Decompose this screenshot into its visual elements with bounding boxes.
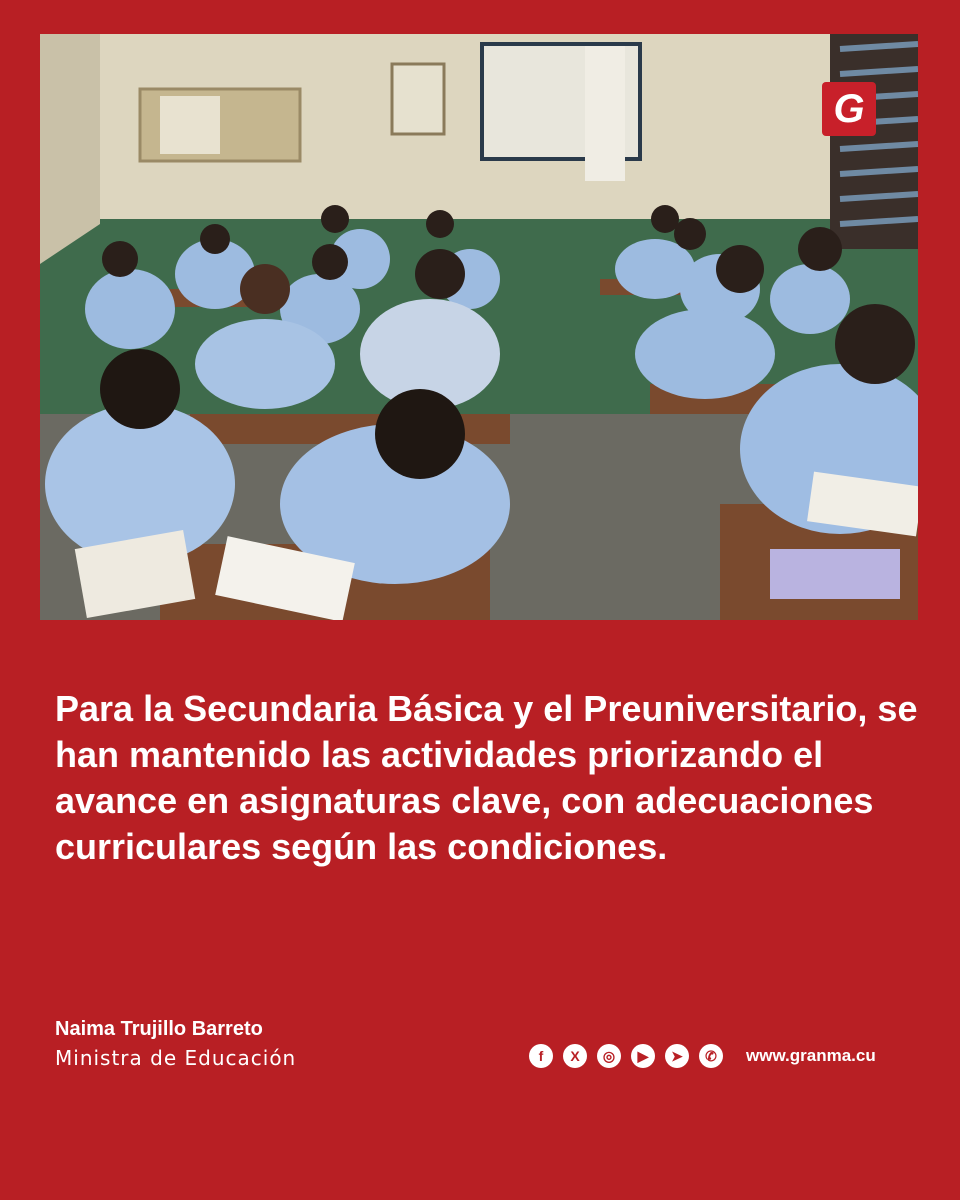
site-url[interactable]: www.granma.cu (746, 1046, 876, 1065)
telegram-icon[interactable]: ➤ (665, 1044, 689, 1068)
logo-letter: G (833, 87, 865, 131)
youtube-icon[interactable]: ▶ (631, 1044, 655, 1068)
whatsapp-icon[interactable]: ✆ (699, 1044, 723, 1068)
x-icon[interactable]: X (563, 1044, 587, 1068)
classroom-photo (40, 34, 918, 620)
granma-logo (822, 82, 876, 136)
quote-text: Para la Secundaria Básica y el Preuniversitario, se han mantenido las actividades priorizando el avance en asignaturas clave, con adecuaciones curriculares según las condiciones. (55, 688, 918, 867)
facebook-icon[interactable]: f (529, 1044, 553, 1068)
author-role: Ministra de Educación (55, 1046, 297, 1070)
instagram-icon[interactable]: ◎ (597, 1044, 621, 1068)
author-name: Naima Trujillo Barreto (55, 1018, 263, 1040)
social-icons (529, 1044, 723, 1068)
